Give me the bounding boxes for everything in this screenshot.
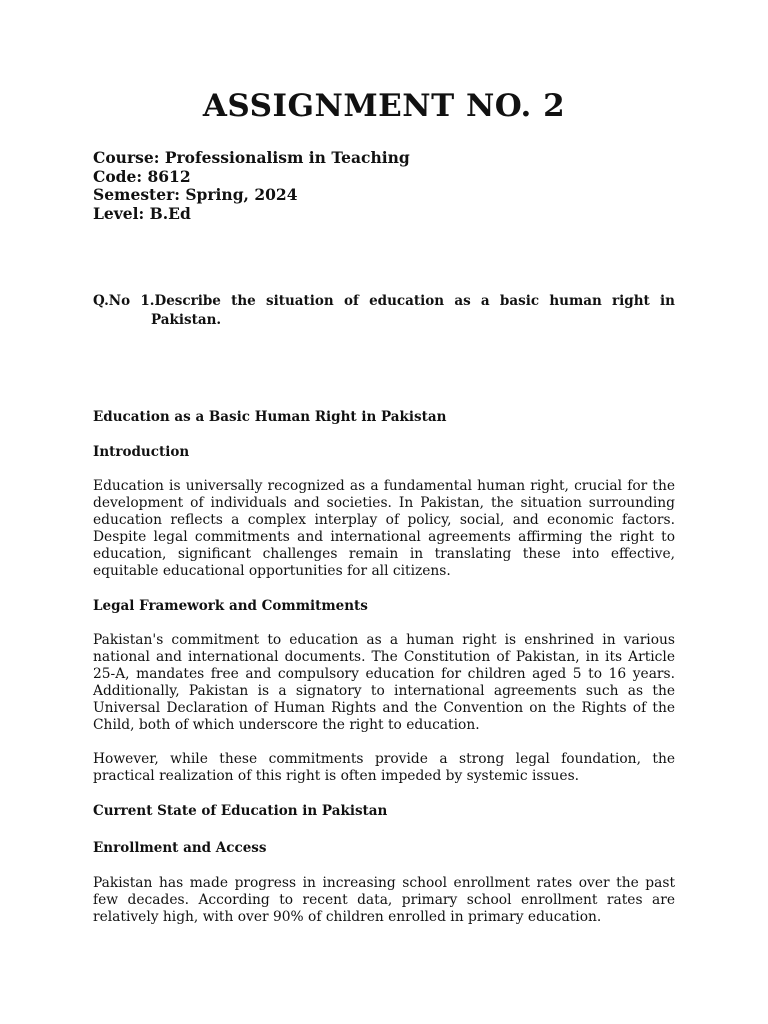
legal-framework-paragraph-2: However, while these commitments provide a strong legal foundation, the practical realization of this right is often impeded by systemic issues.	[93, 751, 675, 784]
answer-heading: Education as a Basic Human Right in Pakistan	[93, 409, 447, 425]
level: Level: B.Ed	[93, 203, 191, 223]
course-info	[93, 149, 675, 223]
enrollment-paragraph: Pakistan has made progress in increasing school enrollment rates over the past few decades. According to recent data, primary school enrollment rates are relatively high, with over 90% of children enrolled in primary education.	[93, 875, 675, 925]
legal-framework-paragraph: Pakistan's commitment to education as a human right is enshrined in various national and international documents. The Constitution of Pakistan, in its Article 25-A, mandates free and compulsory education for children aged 5 to 16 years. Additionally, Pakistan is a signatory to international agreements such as the Universal Declaration of Human Rights and the Convention on the Rights of the Child, both of which underscore the right to education.	[93, 632, 675, 733]
introduction-heading: Introduction	[93, 444, 190, 460]
current-state-heading: Current State of Education in Pakistan	[93, 803, 388, 819]
enrollment-heading: Enrollment and Access	[93, 840, 267, 856]
question-text: Q.No 1.Describe the situation of education as a basic human right in Pakistan.	[93, 293, 675, 328]
semester: Semester: Spring, 2024	[93, 185, 298, 204]
introduction-paragraph: Education is universally recognized as a fundamental human right, crucial for the development of individuals and societies. In Pakistan, the situation surrounding education reflects a complex interplay of policy, social, and economic factors. Despite legal commitments and international agreements affirming the right to education, significant challenges remain in translating these into effective, equitable educational opportunities for all citizens.	[93, 478, 675, 579]
course-code: Code: 8612	[93, 166, 191, 186]
legal-framework-heading: Legal Framework and Commitments	[93, 598, 368, 614]
course-name: Course: Professionalism in Teaching	[93, 148, 410, 167]
document-title: ASSIGNMENT NO. 2	[202, 88, 566, 124]
